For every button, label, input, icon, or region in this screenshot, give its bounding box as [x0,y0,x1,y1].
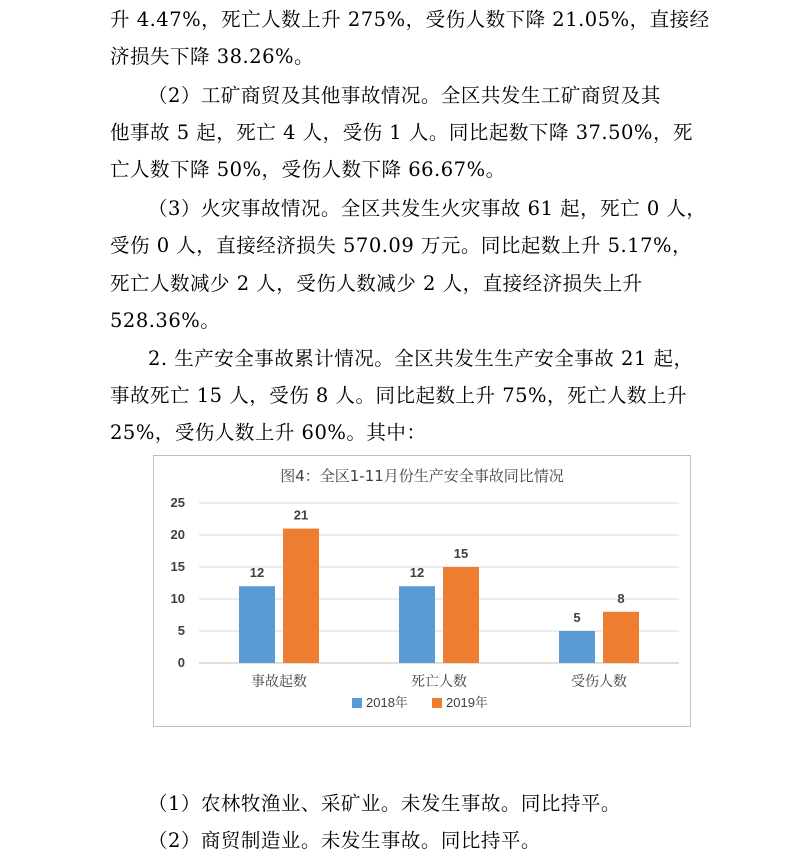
chart-title: 图4：全区1-11月份生产安全事故同比情况 [280,467,564,485]
paragraph-line: 亡人数下降 50%，受伤人数下降 66.67%。 [110,158,506,181]
legend [352,695,488,710]
paragraph-line: 升 4.47%，死亡人数上升 275%，受伤人数下降 21.05%，直接经 [110,8,710,31]
paragraph-line: 死亡人数减少 2 人，受伤人数减少 2 人，直接经济损失上升 [110,272,643,295]
category-label: 事故起数 [251,674,307,690]
y-tick-label: 15 [170,559,185,574]
data-label: 21 [293,507,309,523]
bar-2018年 [239,586,275,663]
data-label: 12 [249,565,265,581]
paragraph-line: 事故死亡 15 人，受伤 8 人。同比起数上升 75%，死亡人数上升 [110,384,688,407]
paragraph-line: （3）火灾事故情况。全区共发生火灾事故 61 起，死亡 0 人， [148,197,707,220]
y-tick-label: 20 [170,527,185,542]
data-label: 8 [617,590,625,606]
paragraph-line: （2）商贸制造业。未发生事故。同比持平。 [148,829,541,852]
y-axis [171,495,185,670]
paragraph-line: 受伤 0 人，直接经济损失 570.09 万元。同比起数上升 5.17%， [110,234,693,257]
data-label: 12 [409,565,425,581]
paragraph-line: 2. 生产安全事故累计情况。全区共发生生产安全事故 21 起， [148,347,694,370]
paragraph-line: 528.36%。 [110,309,221,332]
paragraph-line: 济损失下降 38.26%。 [110,45,315,68]
bar-2018年 [559,631,595,663]
paragraph-line: 他事故 5 起，死亡 4 人，受伤 1 人。同比起数下降 37.50%，死 [110,121,693,144]
data-label: 5 [573,610,581,625]
paragraph-line: （1）农林牧渔业、采矿业。未发生事故。同比持平。 [148,792,621,815]
y-tick-label: 0 [177,655,185,670]
data-label: 15 [453,546,469,561]
x-axis [251,673,627,690]
bar-2019年 [283,529,319,663]
y-tick-label: 10 [170,591,185,606]
legend-label: 2019年 [446,695,488,710]
bar-2019年 [443,567,479,663]
bar-chart [154,456,690,726]
paragraph-line: （2）工矿商贸及其他事故情况。全区共发生工矿商贸及其 [148,84,661,107]
y-tick-label: 25 [170,495,185,510]
paragraph-line: 25%，受伤人数上升 60%。其中： [110,421,427,444]
bar-2019年 [603,612,639,663]
legend-label: 2018年 [366,695,408,710]
bar-2018年 [399,586,435,663]
category-label: 受伤人数 [571,674,627,690]
legend-swatch [352,698,362,708]
chart-figure [153,455,691,727]
category-label: 死亡人数 [411,674,467,690]
legend-swatch [432,698,442,708]
y-tick-label: 5 [177,623,185,638]
bars [239,508,639,663]
